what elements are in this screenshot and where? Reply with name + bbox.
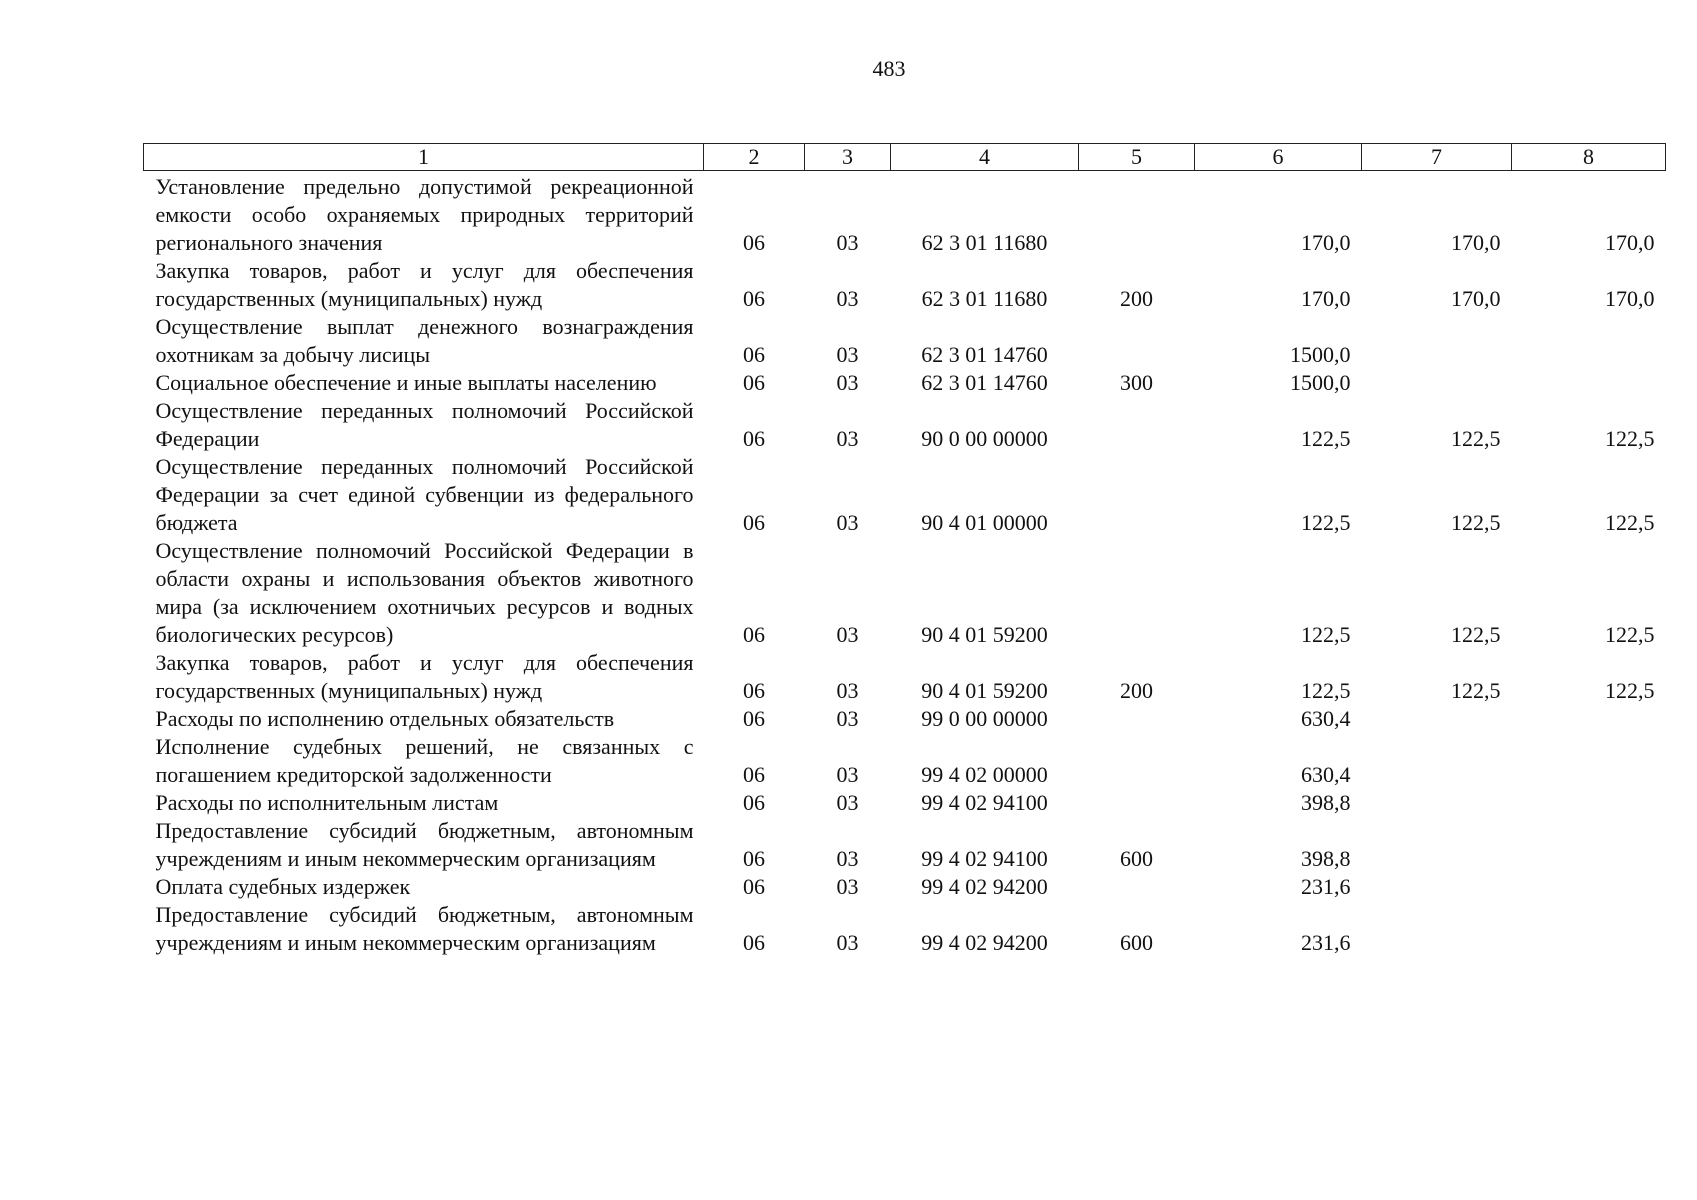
amount-col-8: [1512, 901, 1666, 957]
section-code: 06: [743, 510, 765, 535]
amount-col-8: 122,5: [1605, 426, 1655, 451]
amount-col-8: [1512, 705, 1666, 733]
amount-col-7: [1362, 789, 1512, 817]
amount-col-6: 122,5: [1301, 426, 1351, 451]
column-header-1: 1: [144, 144, 704, 171]
column-header-5: 5: [1079, 144, 1195, 171]
table-row: [144, 705, 1666, 733]
subsection-code: 03: [836, 874, 859, 899]
expense-type-code: [1079, 789, 1195, 817]
amount-col-8: [1512, 369, 1666, 397]
table-row: [144, 257, 1666, 313]
table-row: [144, 733, 1666, 789]
subsection-code: 03: [836, 342, 859, 367]
table-row: [144, 789, 1666, 817]
amount-col-6: 170,0: [1301, 230, 1351, 255]
expense-type-code: [1079, 537, 1195, 649]
target-article-code: 62 3 01 11680: [921, 286, 1048, 311]
expense-type-code: [1079, 873, 1195, 901]
section-code: 06: [743, 678, 765, 703]
table-row: [144, 873, 1666, 901]
amount-col-6: 1500,0: [1290, 370, 1351, 395]
amount-col-6: 398,8: [1301, 846, 1351, 871]
table-row: [144, 171, 1666, 258]
expense-type-code: [1079, 171, 1195, 258]
expense-name: Осуществление выплат денежного вознаграждения охотникам за добычу лисицы: [155, 314, 694, 367]
amount-col-8: 170,0: [1605, 286, 1655, 311]
expense-name: Исполнение судебных решений, не связанных с погашением кредиторской задолженности: [155, 734, 694, 787]
amount-col-6: 398,8: [1301, 790, 1351, 815]
expense-name: Закупка товаров, работ и услуг для обеспечения государственных (муниципальных) нужд: [155, 650, 694, 703]
target-article-code: 62 3 01 14760: [921, 370, 1048, 395]
section-code: 06: [743, 874, 765, 899]
amount-col-8: 122,5: [1605, 622, 1655, 647]
column-number-header-row: [144, 144, 1666, 171]
amount-col-7: [1362, 705, 1512, 733]
target-article-code: 99 0 00 00000: [921, 706, 1048, 731]
amount-col-8: [1512, 817, 1666, 873]
table-row: [144, 313, 1666, 369]
amount-col-7: 170,0: [1451, 286, 1501, 311]
subsection-code: 03: [836, 846, 859, 871]
amount-col-6: 1500,0: [1290, 342, 1351, 367]
amount-col-6: 231,6: [1301, 874, 1351, 899]
subsection-code: 03: [836, 790, 859, 815]
table-row: [144, 817, 1666, 873]
amount-col-7: [1362, 313, 1512, 369]
page-number: 483: [872, 56, 906, 81]
expense-name: Осуществление переданных полномочий Российской Федерации за счет единой субвенции из федерального бюджета: [155, 454, 694, 535]
column-header-8: 8: [1512, 144, 1666, 171]
table-row: [144, 369, 1666, 397]
amount-col-7: [1362, 873, 1512, 901]
budget-table: [143, 143, 1666, 957]
expense-name: Установление предельно допустимой рекреационной емкости особо охраняемых природных территорий регионального значения: [155, 174, 694, 255]
section-code: 06: [743, 370, 765, 395]
expense-name: Оплата судебных издержек: [155, 874, 411, 899]
amount-col-6: 122,5: [1301, 622, 1351, 647]
section-code: 06: [743, 230, 765, 255]
expense-type-code: [1079, 397, 1195, 453]
column-header-6: 6: [1195, 144, 1362, 171]
subsection-code: 03: [836, 230, 859, 255]
amount-col-7: 122,5: [1451, 426, 1501, 451]
expense-type-code: [1079, 453, 1195, 537]
subsection-code: 03: [836, 762, 859, 787]
amount-col-6: 122,5: [1301, 510, 1351, 535]
expense-name: Закупка товаров, работ и услуг для обеспечения государственных (муниципальных) нужд: [155, 258, 694, 311]
amount-col-7: 122,5: [1451, 510, 1501, 535]
section-code: 06: [743, 846, 765, 871]
subsection-code: 03: [836, 426, 859, 451]
subsection-code: 03: [836, 706, 859, 731]
amount-col-7: [1362, 369, 1512, 397]
amount-col-6: 630,4: [1301, 762, 1351, 787]
expense-type-code: 200: [1120, 286, 1153, 311]
amount-col-7: 170,0: [1451, 230, 1501, 255]
amount-col-8: [1512, 313, 1666, 369]
subsection-code: 03: [836, 930, 859, 955]
subsection-code: 03: [836, 510, 859, 535]
expense-type-code: 300: [1120, 370, 1153, 395]
section-code: 06: [743, 762, 765, 787]
target-article-code: 99 4 02 94100: [921, 846, 1048, 871]
target-article-code: 90 0 00 00000: [921, 426, 1048, 451]
table-row: [144, 397, 1666, 453]
amount-col-6: 122,5: [1301, 678, 1351, 703]
section-code: 06: [743, 342, 765, 367]
expense-type-code: [1079, 733, 1195, 789]
section-code: 06: [743, 286, 765, 311]
target-article-code: 90 4 01 59200: [921, 622, 1048, 647]
expense-type-code: 600: [1120, 930, 1153, 955]
amount-col-7: [1362, 817, 1512, 873]
amount-col-8: 122,5: [1605, 678, 1655, 703]
section-code: 06: [743, 426, 765, 451]
table-row: [144, 537, 1666, 649]
amount-col-8: 122,5: [1605, 510, 1655, 535]
target-article-code: 99 4 02 94200: [921, 874, 1048, 899]
expense-name: Осуществление полномочий Российской Федерации в области охраны и использования объектов животного мира (за исключением охотничьих ресурсов и водных биологических ресурсов): [155, 538, 694, 647]
target-article-code: 62 3 01 11680: [921, 230, 1048, 255]
table-row: [144, 901, 1666, 957]
target-article-code: 99 4 02 94100: [921, 790, 1048, 815]
subsection-code: 03: [836, 622, 859, 647]
expense-name: Осуществление переданных полномочий Российской Федерации: [155, 398, 694, 451]
expense-name: Расходы по исполнению отдельных обязательств: [155, 706, 615, 731]
expense-type-code: 200: [1120, 678, 1153, 703]
amount-col-6: 630,4: [1301, 706, 1351, 731]
column-header-4: 4: [891, 144, 1079, 171]
section-code: 06: [743, 706, 765, 731]
expense-type-code: [1079, 313, 1195, 369]
column-header-2: 2: [704, 144, 805, 171]
amount-col-8: [1512, 733, 1666, 789]
section-code: 06: [743, 930, 765, 955]
expense-name: Предоставление субсидий бюджетным, автономным учреждениям и иным некоммерческим организациям: [155, 902, 694, 955]
amount-col-6: 170,0: [1301, 286, 1351, 311]
section-code: 06: [743, 790, 765, 815]
subsection-code: 03: [836, 370, 859, 395]
amount-col-6: 231,6: [1301, 930, 1351, 955]
amount-col-8: 170,0: [1605, 230, 1655, 255]
table-row: [144, 453, 1666, 537]
expense-name: Расходы по исполнительным листам: [155, 790, 499, 815]
subsection-code: 03: [836, 286, 859, 311]
expense-type-code: 600: [1120, 846, 1153, 871]
amount-col-7: [1362, 901, 1512, 957]
expense-type-code: [1079, 705, 1195, 733]
target-article-code: 99 4 02 00000: [921, 762, 1048, 787]
amount-col-8: [1512, 789, 1666, 817]
target-article-code: 90 4 01 00000: [921, 510, 1048, 535]
column-header-3: 3: [805, 144, 891, 171]
expense-name: Предоставление субсидий бюджетным, автономным учреждениям и иным некоммерческим организациям: [155, 818, 694, 871]
amount-col-8: [1512, 873, 1666, 901]
column-header-7: 7: [1362, 144, 1512, 171]
target-article-code: 62 3 01 14760: [921, 342, 1048, 367]
subsection-code: 03: [836, 678, 859, 703]
section-code: 06: [743, 622, 765, 647]
table-row: [144, 649, 1666, 705]
amount-col-7: [1362, 733, 1512, 789]
expense-name: Социальное обеспечение и иные выплаты населению: [155, 370, 657, 395]
amount-col-7: 122,5: [1451, 678, 1501, 703]
amount-col-7: 122,5: [1451, 622, 1501, 647]
target-article-code: 99 4 02 94200: [921, 930, 1048, 955]
target-article-code: 90 4 01 59200: [921, 678, 1048, 703]
